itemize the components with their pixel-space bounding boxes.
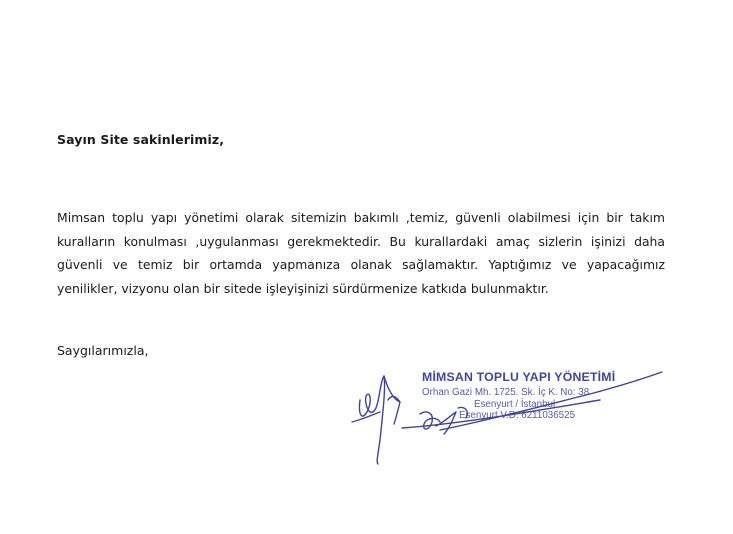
stamp-city: Esenyurt / İstanbul	[474, 398, 556, 410]
body-line: güvenli ve temiz bir ortamda yapmanıza olanak sağlamaktır. Yaptığımız ve yapacağımız	[57, 257, 665, 272]
handwritten-signature	[340, 360, 670, 470]
letter-body	[57, 206, 665, 300]
closing: Saygılarımızla,	[57, 343, 149, 358]
body-line: Mimsan toplu yapı yönetimi olarak sitemizin bakımlı ,temiz, güvenli olabilmesi için bir takım	[57, 210, 665, 225]
stamp-address: Orhan Gazi Mh. 1725. Sk. İç K. No: 38	[422, 387, 590, 398]
stamp-title: MİMSAN TOPLU YAPI YÖNETİMİ	[422, 370, 616, 384]
stamp-tax-office: Esenyurt V.D. 6211036525	[459, 410, 576, 421]
body-line: kuralların konulması ,uygulanması gerekmektedir. Bu kurallardaki amaç sizlerin işinizi daha	[57, 233, 665, 249]
body-line: yenilikler, vizyonu olan bir sitede işleyişinizi sürdürmenize katkıda bulunmaktır.	[57, 280, 549, 296]
salutation: Sayın Site sakinlerimiz,	[57, 132, 225, 147]
